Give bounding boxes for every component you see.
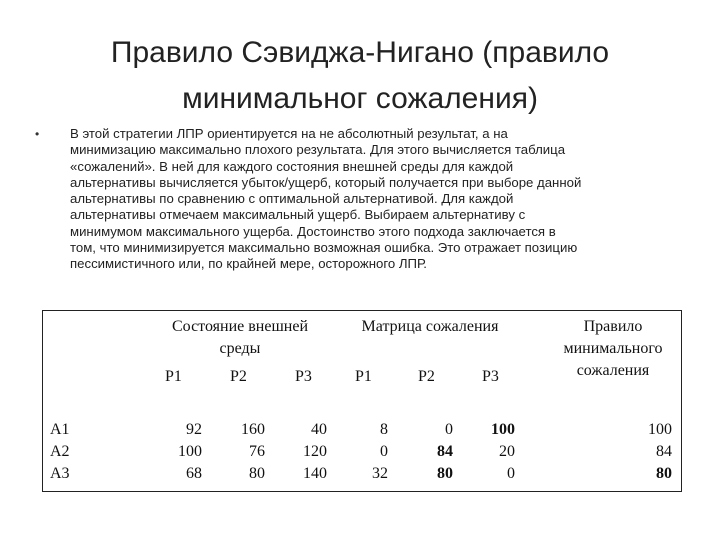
bullet-dot-icon: • bbox=[35, 127, 40, 141]
col-regret-p3: Р3 bbox=[482, 368, 499, 385]
header-rule-line: минимального bbox=[563, 340, 663, 357]
regret-values-p2 bbox=[405, 419, 453, 485]
col-env-p1: Р1 bbox=[165, 368, 182, 385]
env-values-p3 bbox=[275, 419, 327, 485]
col-env-p3: Р3 bbox=[295, 368, 312, 385]
paragraph-line: альтернативы отмечаем максимальный ущерб. Выбираем альтернативу с bbox=[70, 207, 526, 223]
slide-title-line-1: Правило Сэвиджа-Нигано (правило bbox=[110, 36, 610, 69]
table-cell: 160 bbox=[241, 421, 265, 438]
table-cell: 84 bbox=[656, 443, 672, 460]
table-cell: 80 bbox=[656, 465, 672, 482]
table-cell: 8 bbox=[380, 421, 388, 438]
regret-values-p1 bbox=[340, 419, 388, 485]
table-cell: 0 bbox=[445, 421, 453, 438]
paragraph-line: альтернативы вычисляется убыток/ущерб, который получается при выборе данной bbox=[70, 174, 582, 190]
bullet-paragraph bbox=[70, 126, 682, 273]
col-regret-p2: Р2 bbox=[418, 368, 435, 385]
table-cell: 140 bbox=[303, 465, 327, 482]
header-rule-line: Правило bbox=[583, 318, 643, 335]
row-labels bbox=[50, 419, 70, 485]
table-cell: 0 bbox=[507, 465, 515, 482]
header-env-line: Состояние внешней bbox=[172, 318, 308, 335]
rule-values bbox=[600, 419, 672, 485]
row-label-a3: А3 bbox=[50, 465, 70, 482]
col-regret-p1: Р1 bbox=[355, 368, 372, 385]
header-minimal-regret-rule bbox=[548, 316, 678, 382]
row-label-a1: А1 bbox=[50, 421, 70, 438]
col-env-p2: Р2 bbox=[230, 368, 247, 385]
paragraph-line: альтернативы по сравнению с оптимальной альтернативой. Для каждой bbox=[70, 191, 514, 207]
slide-title-line-2: минимальног сожаления) bbox=[182, 82, 538, 115]
table-cell: 100 bbox=[491, 421, 515, 438]
header-rule-line: сожаления bbox=[576, 362, 650, 379]
table-cell: 20 bbox=[499, 443, 515, 460]
table-cell: 84 bbox=[437, 443, 453, 460]
table-cell: 0 bbox=[380, 443, 388, 460]
paragraph-line: пессимистичного или, по крайней мере, осторожного ЛПР. bbox=[70, 256, 427, 272]
table-cell: 100 bbox=[648, 421, 672, 438]
paragraph-line: В этой стратегии ЛПР ориентируется на не абсолютный результат, а на bbox=[70, 126, 508, 141]
row-label-a2: А2 bbox=[50, 443, 70, 460]
header-environment-state bbox=[150, 316, 330, 360]
table-cell: 76 bbox=[249, 443, 265, 460]
paragraph-line: «сожалений». В ней для каждого состояния внешней среды для каждой bbox=[70, 158, 514, 174]
env-values-p2 bbox=[215, 419, 265, 485]
header-env-line: среды bbox=[219, 340, 261, 357]
header-regret-matrix: Матрица сожаления bbox=[361, 318, 499, 335]
table-cell: 80 bbox=[249, 465, 265, 482]
env-values-p1 bbox=[150, 419, 202, 485]
paragraph-line: минимизацию максимально плохого результата. Для этого вычисляется таблица bbox=[70, 142, 566, 158]
table-cell: 92 bbox=[186, 421, 202, 438]
regret-values-p3 bbox=[465, 419, 515, 485]
table-cell: 120 bbox=[303, 443, 327, 460]
table-cell: 40 bbox=[311, 421, 327, 438]
table-cell: 32 bbox=[372, 465, 388, 482]
paragraph-line: том, что минимизируется максимально возможная ошибка. Это отражает позицию bbox=[70, 240, 578, 256]
table-cell: 68 bbox=[186, 465, 202, 482]
paragraph-line: минимумом максимального ущерба. Достоинство этого подхода заключается в bbox=[70, 223, 556, 239]
table-cell: 100 bbox=[178, 443, 202, 460]
table-cell: 80 bbox=[437, 465, 453, 482]
slide-title bbox=[60, 30, 660, 122]
